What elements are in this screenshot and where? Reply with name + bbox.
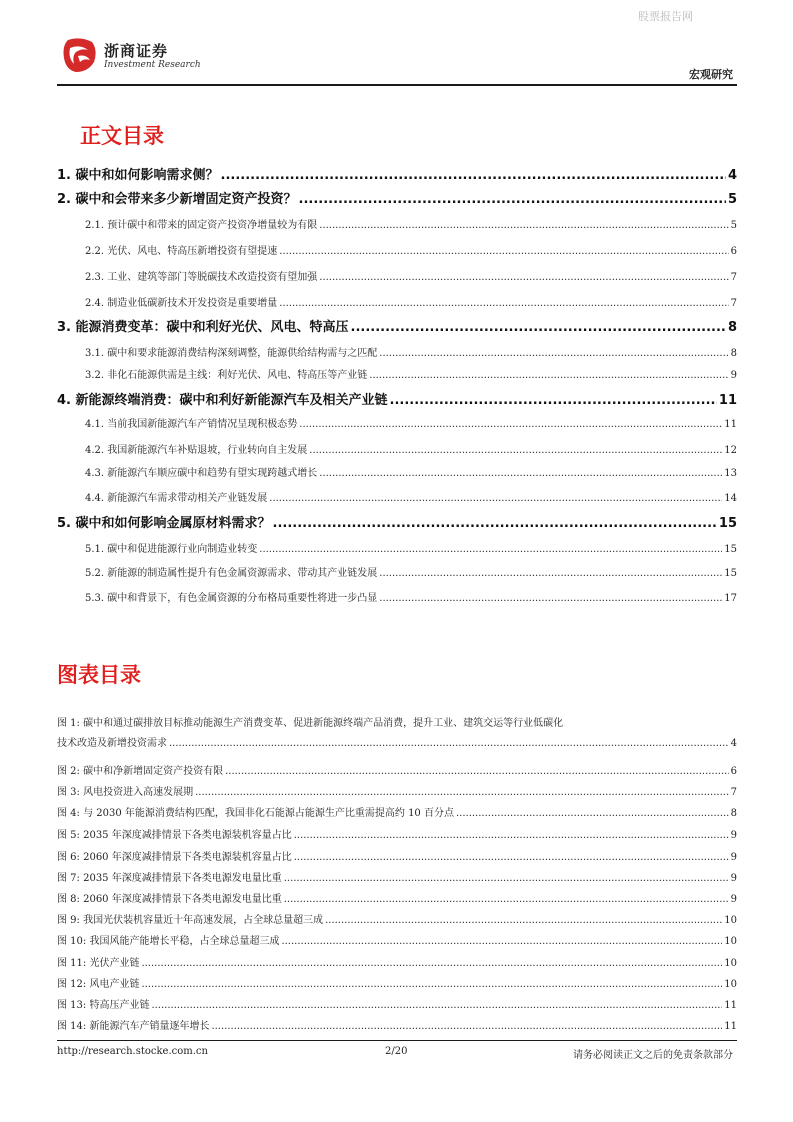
toc-leader (259, 544, 722, 555)
figure-entry-4[interactable] (57, 804, 737, 819)
toc-section-2-1[interactable] (85, 216, 737, 231)
toc-section-label: 5.1. 碳中和促进能源行业向制造业转变 (85, 544, 258, 555)
figure-label: 图 6: 2060 年深度减排情景下各类电源装机容量占比 (57, 852, 292, 863)
brand-name-en: Investment Research (104, 60, 201, 70)
toc-leader (319, 468, 722, 479)
figure-label-continued: 技术改造及新增投资需求 (57, 738, 167, 749)
figure-label: 图 3: 风电投资进入高速发展期 (57, 787, 194, 798)
toc-section-3-2[interactable] (85, 366, 737, 381)
figure-entry-9[interactable] (57, 911, 737, 926)
toc-chapter-4[interactable] (57, 389, 737, 408)
toc-section-label: 4.1. 当前我国新能源汽车产销情况呈现积极态势 (85, 419, 298, 430)
toc-page-number: 7 (730, 298, 737, 309)
toc-leader (299, 192, 726, 207)
toc-leader (309, 445, 722, 456)
figure-label: 图 7: 2035 年深度减排情景下各类电源发电量比重 (57, 873, 282, 884)
figure-entry-12[interactable] (57, 975, 737, 990)
toc-page-number: 5 (730, 220, 737, 231)
figure-page-number: 7 (730, 787, 737, 798)
toc-leader (319, 220, 728, 231)
toc-leader (294, 852, 729, 863)
toc-leader (299, 419, 722, 430)
toc-section-5-3[interactable] (85, 589, 737, 604)
figure-page-number: 4 (730, 738, 737, 749)
toc-section-label: 5.2. 新能源的制造属性提升有色金属资源需求、带动其产业链发展 (85, 568, 378, 579)
figure-label: 图 2: 碳中和净新增固定资产投资有限 (57, 766, 224, 777)
toc-title: 正文目录 (80, 124, 164, 148)
figure-entry-8[interactable] (57, 890, 737, 905)
figure-entry-6[interactable] (57, 848, 737, 863)
toc-leader (279, 298, 728, 309)
toc-leader (151, 1000, 722, 1011)
toc-page-number: 7 (730, 272, 737, 283)
toc-section-label: 2.4. 制造业低碳新技术开发投资是重要增量 (85, 298, 278, 309)
figure-page-number: 11 (724, 1000, 737, 1011)
footer-url[interactable]: http://research.stocke.com.cn (57, 1046, 208, 1057)
toc-chapter-5[interactable] (57, 512, 737, 531)
toc-section-4-1[interactable] (85, 415, 737, 430)
brand-name-cn: 浙商证券 (104, 42, 169, 60)
figure-entry-1[interactable] (57, 714, 737, 754)
toc-page-number: 11 (718, 393, 737, 408)
toc-section-label: 4.3. 新能源汽车顺应碳中和趋势有望实现跨越式增长 (85, 468, 318, 479)
toc-chapter-label: 2. 碳中和会带来多少新增固定资产投资？ (57, 192, 297, 207)
figure-entry-3[interactable] (57, 783, 737, 798)
toc-section-4-2[interactable] (85, 441, 737, 456)
toc-leader (379, 593, 722, 604)
figure-label: 图 12: 风电产业链 (57, 979, 140, 990)
figure-label: 图 10: 我国风能产能增长平稳，占全球总量超三成 (57, 936, 280, 947)
zheshang-logo-icon (60, 36, 100, 76)
figure-label: 图 11: 光伏产业链 (57, 958, 140, 969)
toc-leader (379, 568, 722, 579)
toc-page-number: 4 (727, 168, 737, 183)
figure-entry-7[interactable] (57, 869, 737, 884)
figure-page-number: 10 (724, 979, 737, 990)
figure-page-number: 11 (724, 1021, 737, 1032)
toc-leader (225, 766, 729, 777)
toc-leader (294, 830, 729, 841)
toc-page-number: 17 (724, 593, 737, 604)
toc-leader (390, 393, 717, 408)
toc-section-2-4[interactable] (85, 294, 737, 309)
toc-section-label: 2.3. 工业、建筑等部门等脱碳技术改造投资有望加强 (85, 272, 318, 283)
figure-label: 图 4: 与 2030 年能源消费结构匹配，我国非化石能源占能源生产比重需提高约 10 百分点 (57, 808, 454, 819)
figure-entry-2[interactable] (57, 762, 737, 777)
toc-page-number: 8 (730, 348, 737, 359)
figure-page-number: 10 (724, 915, 737, 926)
toc-chapter-label: 3. 能源消费变革：碳中和利好光伏、风电、特高压 (57, 320, 349, 335)
watermark-text: 股票报告网 (638, 10, 693, 23)
figure-page-number: 8 (730, 808, 737, 819)
figures-title: 图表目录 (57, 663, 141, 687)
toc-page-number: 11 (724, 419, 737, 430)
figure-label: 图 13: 特高压产业链 (57, 1000, 150, 1011)
toc-leader (284, 873, 729, 884)
figure-page-number: 9 (730, 894, 737, 905)
toc-chapter-label: 4. 新能源终端消费：碳中和利好新能源汽车及相关产业链 (57, 393, 388, 408)
toc-page-number: 15 (724, 544, 737, 555)
figure-label: 图 9: 我国光伏装机容量近十年高速发展，占全球总量超三成 (57, 915, 324, 926)
toc-section-4-4[interactable] (85, 489, 737, 504)
toc-chapter-2[interactable] (57, 188, 737, 207)
toc-chapter-label: 5. 碳中和如何影响金属原材料需求？ (57, 516, 271, 531)
toc-section-3-1[interactable] (85, 344, 737, 359)
company-logo (60, 36, 100, 80)
toc-leader (141, 958, 722, 969)
toc-section-5-1[interactable] (85, 540, 737, 555)
footer-disclaimer: 请务必阅读正文之后的免责条款部分 (573, 1050, 733, 1061)
toc-leader (351, 320, 726, 335)
toc-page-number: 5 (727, 192, 737, 207)
figure-entry-10[interactable] (57, 932, 737, 947)
toc-leader (141, 979, 722, 990)
toc-leader (319, 272, 728, 283)
toc-page-number: 15 (718, 516, 737, 531)
toc-section-label: 3.1. 碳中和要求能源消费结构深刻调整，能源供给结构需与之匹配 (85, 348, 378, 359)
toc-section-2-2[interactable] (85, 242, 737, 257)
figure-entry-5[interactable] (57, 826, 737, 841)
toc-section-label: 2.2. 光伏、风电、特高压新增投资有望提速 (85, 246, 278, 257)
toc-leader (221, 168, 726, 183)
figure-entry-13[interactable] (57, 996, 737, 1011)
section-tag: 宏观研究 (689, 68, 733, 81)
toc-page-number: 8 (727, 320, 737, 335)
figure-label: 图 5: 2035 年深度减排情景下各类电源装机容量占比 (57, 830, 292, 841)
toc-leader (456, 808, 729, 819)
toc-page-number: 9 (730, 370, 737, 381)
toc-section-label: 2.1. 预计碳中和带来的固定资产投资净增量较为有限 (85, 220, 318, 231)
toc-page-number: 15 (724, 568, 737, 579)
toc-section-label: 3.2. 非化石能源供需是主线：利好光伏、风电、特高压等产业链 (85, 370, 368, 381)
toc-leader (369, 370, 728, 381)
toc-leader (269, 493, 722, 504)
figure-page-number: 9 (730, 830, 737, 841)
footer-divider (57, 1040, 737, 1041)
figure-page-number: 10 (724, 958, 737, 969)
figure-page-number: 9 (730, 852, 737, 863)
toc-leader (169, 734, 729, 754)
header-divider (57, 84, 737, 86)
toc-page-number: 12 (724, 445, 737, 456)
toc-leader (281, 936, 722, 947)
toc-section-5-2[interactable] (85, 564, 737, 579)
figure-page-number: 10 (724, 936, 737, 947)
toc-section-2-3[interactable] (85, 268, 737, 283)
toc-leader (273, 516, 717, 531)
figure-entry-14[interactable] (57, 1017, 737, 1032)
toc-section-label: 4.2. 我国新能源汽车补贴退坡，行业转向自主发展 (85, 445, 308, 456)
toc-chapter-label: 1. 碳中和如何影响需求侧？ (57, 168, 219, 183)
toc-leader (279, 246, 728, 257)
toc-section-label: 4.4. 新能源汽车需求带动相关产业链发展 (85, 493, 268, 504)
figure-entry-11[interactable] (57, 954, 737, 969)
toc-chapter-1[interactable] (57, 164, 737, 183)
toc-chapter-3[interactable] (57, 316, 737, 335)
figure-page-number: 9 (730, 873, 737, 884)
toc-leader (379, 348, 728, 359)
figure-label: 图 8: 2060 年深度减排情景下各类电源发电量比重 (57, 894, 282, 905)
toc-leader (195, 787, 729, 798)
toc-leader (325, 915, 722, 926)
toc-page-number: 13 (724, 468, 737, 479)
toc-page-number: 6 (730, 246, 737, 257)
toc-section-4-3[interactable] (85, 464, 737, 479)
figure-label: 图 1: 碳中和通过碳排放目标推动能源生产消费变革、促进新能源终端产品消费，提升工业、建筑交运等行业低碳化 (57, 718, 564, 729)
figure-label: 图 14: 新能源汽车产销量逐年增长 (57, 1021, 210, 1032)
figure-page-number: 6 (730, 766, 737, 777)
footer-page-number: 2/20 (385, 1046, 408, 1057)
toc-leader (211, 1021, 722, 1032)
toc-section-label: 5.3. 碳中和背景下，有色金属资源的分布格局重要性将进一步凸显 (85, 593, 378, 604)
toc-page-number: 14 (724, 493, 737, 504)
toc-leader (284, 894, 729, 905)
